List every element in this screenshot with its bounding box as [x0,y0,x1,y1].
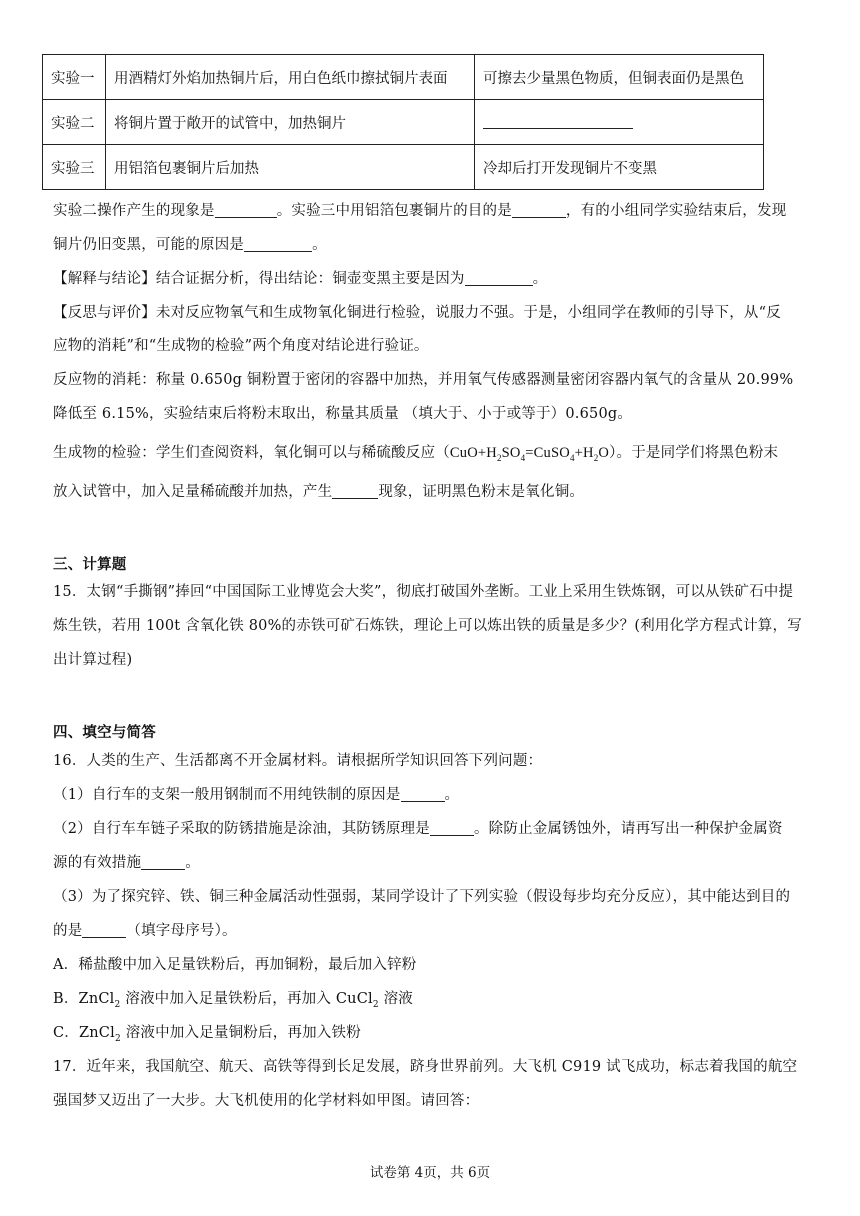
experiment-name: 实验三 [43,145,106,190]
q14-line-4: 【反思与评价】未对反应物氧气和生成物氧化铜进行检验，说服力不强。于是，小组同学在教师的引导下，从“反 [53,305,781,321]
answer-blank [483,114,633,130]
q14-line-3: 【解释与结论】结合证据分析，得出结论：铜壶变黑主要是因为 。 [53,271,548,287]
section-title-calculation: 三、计算题 [53,557,127,573]
answer-blank [244,237,312,253]
experiment-operation: 用铝箔包裹铜片后加热 [106,145,475,190]
q16-part-3: （3）为了探究锌、铁、铜三种金属活动性强弱，某同学设计了下列实验（假设每步均充分反应），其中能达到目的 [53,889,791,905]
q14-line-8: 生成物的检验：学生们查阅资料，氧化铜可以与稀硫酸反应$(CuO+H_2SO_4=CuSO_4+H_2O)$。于是同学们将黑色粉末 [53,445,779,463]
q14-line-2: 铜片仍旧变黑，可能的原因是 。 [53,237,327,253]
q16-part-1: （1）自行车的支架一般用钢制而不用纯铁制的原因是 。 [53,787,460,803]
experiment-phenomenon: 冷却后打开发现铜片不变黑 [475,145,764,190]
answer-blank [512,203,566,219]
q15-line-3: 出计算过程) [53,652,133,668]
section-title-fill-in: 四、填空与简答 [53,725,156,741]
answer-blank [465,271,533,287]
option-c: C．ZnCl$_2$ 溶液中加入足量铜粉后，再加入铁粉 [53,1025,361,1044]
experiment-phenomenon: 可擦去少量黑色物质，但铜表面仍是黑色 [475,55,764,100]
q16-part-2: （2）自行车车链子采取的防锈措施是涂油，其防锈原理是 。除防止金属锈蚀外，请再写出一种保护金属资 [53,821,783,837]
q15-line-1: 15．太钢“手撕钢”捧回“中国国际工业博览会大奖”，彻底打破国外垄断。工业上采用生铁炼钢，可以从铁矿石中提 [53,584,794,600]
table-row [43,55,764,100]
page-footer: 试卷第 4页，共 6页 [369,1165,491,1181]
option-a: A．稀盐酸中加入足量铁粉后，再加铜粉，最后加入锌粉 [53,957,417,973]
answer-blank [401,787,445,803]
experiment-name: 实验一 [43,55,106,100]
q17-line-2: 强国梦又迈出了一大步。大飞机使用的化学材料如甲图。请回答： [53,1093,480,1109]
experiment-table [42,54,764,190]
option-b: B．ZnCl$_2$ 溶液中加入足量铁粉后，再加入 CuCl$_2$ 溶液 [53,991,413,1010]
answer-blank [141,855,185,871]
q14-line-7: 降低至 6.15%，实验结束后将粉末取出，称量其质量 （填大于、小于或等于）0.650g。 [53,406,633,422]
experiment-phenomenon-blank [475,100,764,145]
q14-line-9: 放入试管中，加入足量稀硫酸并加热，产生 现象，证明黑色粉末是氧化铜。 [53,484,585,500]
q16-part-2-cont: 源的有效措施 。 [53,855,200,871]
experiment-name: 实验二 [43,100,106,145]
chemical-equation: $CuO+H_2SO_4=CuSO_4+H_2O$ [449,445,610,463]
table-row [43,145,764,190]
experiment-operation: 将铜片置于敞开的试管中，加热铜片 [106,100,475,145]
q16-stem: 16．人类的生产、生活都离不开金属材料。请根据所学知识回答下列问题： [53,753,543,769]
q17-line-1: 17．近年来，我国航空、航天、高铁等得到长足发展，跻身世界前列。大飞机 C919 试飞成功，标志着我国的航空 [53,1059,798,1075]
table-row [43,100,764,145]
experiment-operation: 用酒精灯外焰加热铜片后，用白色纸巾擦拭铜片表面 [106,55,475,100]
q16-part-3-cont: 的是 （填字母序号）。 [53,923,237,939]
q14-line-1: 实验二操作产生的现象是 。实验三中用铝箔包裹铜片的目的是 ，有的小组同学实验结束后，发现 [53,203,787,219]
q15-line-2: 炼生铁，若用 100t 含氧化铁 80%的赤铁可矿石炼铁，理论上可以炼出铁的质量是多少？(利用化学方程式计算，写 [53,618,802,634]
q14-line-5: 应物的消耗”和“生成物的检验”两个角度对结论进行验证。 [53,338,429,354]
answer-blank [332,484,378,500]
answer-blank [82,923,126,939]
q14-line-6: 反应物的消耗：称量 0.650g 铜粉置于密闭的容器中加热，并用氧气传感器测量密闭容器内氧气的含量从 20.99% [53,372,794,388]
answer-blank [430,821,474,837]
answer-blank [215,203,277,219]
